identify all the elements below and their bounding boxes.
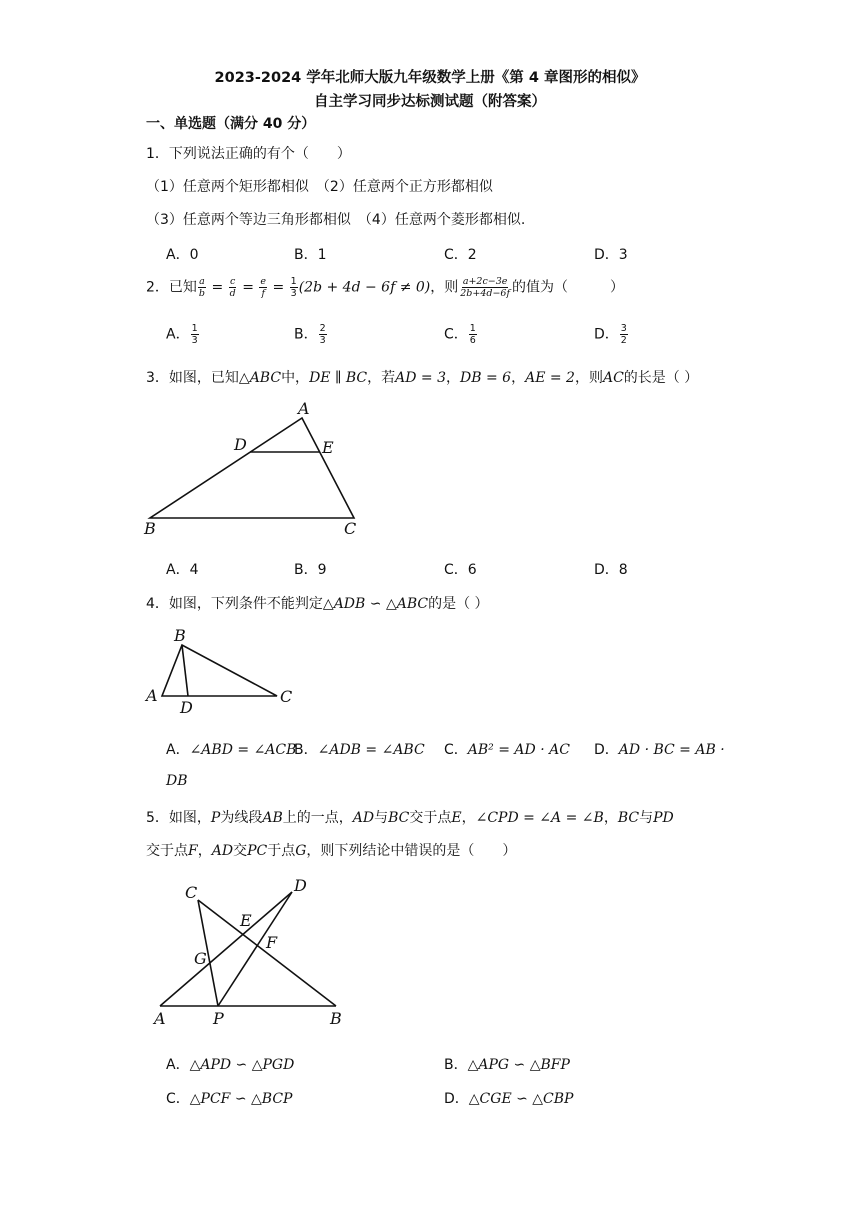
- segment-bc: [198, 900, 336, 1006]
- label-c: C: [344, 519, 357, 538]
- q3-option-b[interactable]: B．9: [294, 562, 327, 578]
- page-subtitle: 自主学习同步达标测试题（附答案）: [314, 94, 546, 110]
- q4-option-b[interactable]: B．∠ADB = ∠ABC: [294, 742, 425, 758]
- q2-option-d[interactable]: D． $\frac{3}{2}$: [594, 323, 627, 346]
- q2-mid: ，则: [430, 279, 459, 296]
- q5-geometry-figure: [140, 872, 380, 1032]
- fraction-c-d: $\frac{c}{d}$: [229, 276, 236, 299]
- page-title: 2023-2024 学年北师大版九年级数学上册《第 4 章图形的相似》: [214, 70, 646, 86]
- label-p: P: [213, 1009, 224, 1028]
- q2-prefix: 2．已知: [146, 279, 197, 296]
- q2-option-c[interactable]: C． $\frac{1}{6}$: [444, 323, 476, 346]
- fraction-e-f: $\frac{e}{f}$: [260, 276, 267, 299]
- label-d: D: [234, 435, 247, 454]
- q1-statement-1-2: （1）任意两个矩形都相似 （2）任意两个正方形都相似: [146, 179, 493, 195]
- label-c: C: [280, 687, 293, 706]
- q5-stem-line1: 5．如图，P为线段AB上的一点，AD与BC交于点E，∠CPD = ∠A = ∠B，BC与PD: [146, 810, 674, 826]
- q1-option-d[interactable]: D．3: [594, 247, 628, 263]
- q1-option-a[interactable]: A．0: [166, 247, 199, 263]
- segment-pd: [218, 892, 292, 1006]
- q3-option-a[interactable]: A．4: [166, 562, 199, 578]
- label-b: B: [144, 519, 156, 538]
- q1-stem: 1．下列说法正确的有个（ ）: [146, 146, 351, 162]
- q3-option-d[interactable]: D．8: [594, 562, 628, 578]
- q5-option-b[interactable]: B．△APG ∽ △BFP: [444, 1057, 570, 1073]
- q4-option-d[interactable]: D．AD · BC = AB ·: [594, 742, 725, 758]
- q2-stem: 2．已知 $\frac{a}{b}$ = $\frac{c}{d}$ = $\frac{e}{f}$ = $\frac{1}{3}$ (2b + 4d − 6f ≠ 0)，则 $\frac{a+2c-3e}{2b+4d-6f}$ 的值为（ ）: [146, 276, 624, 299]
- fraction-one-third: $\frac{1}{3}$: [290, 276, 297, 299]
- label-a: A: [154, 1009, 166, 1028]
- q4-stem: 4．如图，下列条件不能判定△ADB ∽ △ABC的是（ ）: [146, 596, 489, 612]
- q5-stem-line2: 交于点F，AD交PC于点G，则下列结论中错误的是（ ）: [146, 843, 517, 859]
- label-f: F: [266, 933, 278, 952]
- q2-option-a[interactable]: A． $\frac{1}{3}$: [166, 323, 198, 346]
- q2-suffix: 的值为（ ）: [512, 279, 624, 296]
- fraction-target-expression: $\frac{a+2c-3e}{2b+4d-6f}$: [460, 276, 510, 299]
- q3-triangle-figure: [140, 398, 380, 538]
- q2-option-b[interactable]: B． $\frac{2}{3}$: [294, 323, 326, 346]
- label-b: B: [330, 1009, 342, 1028]
- segment-bd: [182, 645, 188, 696]
- q2-condition: (2b + 4d − 6f ≠ 0): [298, 279, 431, 296]
- label-a: A: [146, 686, 158, 705]
- q5-option-c[interactable]: C．△PCF ∽ △BCP: [166, 1091, 293, 1107]
- q4-option-d-continuation: DB: [166, 773, 188, 789]
- label-g: G: [194, 949, 207, 968]
- label-d: D: [180, 698, 193, 717]
- triangle-abc: [162, 645, 277, 696]
- q4-triangle-figure: [140, 625, 310, 720]
- q3-stem: 3．如图，已知△ABC中，DE ∥ BC，若AD = 3，DB = 6，AE = 2，则AC的长是（ ）: [146, 370, 699, 386]
- q1-option-b[interactable]: B．1: [294, 247, 327, 263]
- fraction-a-b: $\frac{a}{b}$: [198, 276, 206, 299]
- label-e: E: [322, 438, 334, 457]
- q4-option-a[interactable]: A．∠ABD = ∠ACB: [166, 742, 297, 758]
- label-e: E: [240, 911, 252, 930]
- q5-option-d[interactable]: D．△CGE ∽ △CBP: [444, 1091, 574, 1107]
- q3-option-c[interactable]: C．6: [444, 562, 477, 578]
- triangle-abc: [150, 418, 354, 518]
- q1-statement-3-4: （3）任意两个等边三角形都相似 （4）任意两个菱形都相似.: [146, 212, 526, 228]
- label-c: C: [185, 883, 198, 902]
- q5-option-a[interactable]: A．△APD ∽ △PGD: [166, 1057, 295, 1073]
- section-heading: 一、单选题（满分 40 分）: [146, 116, 316, 132]
- label-d: D: [294, 876, 307, 895]
- q1-option-c[interactable]: C．2: [444, 247, 477, 263]
- q4-option-c[interactable]: C．AB² = AD · AC: [444, 742, 570, 758]
- label-b: B: [174, 626, 186, 645]
- label-a: A: [298, 399, 310, 418]
